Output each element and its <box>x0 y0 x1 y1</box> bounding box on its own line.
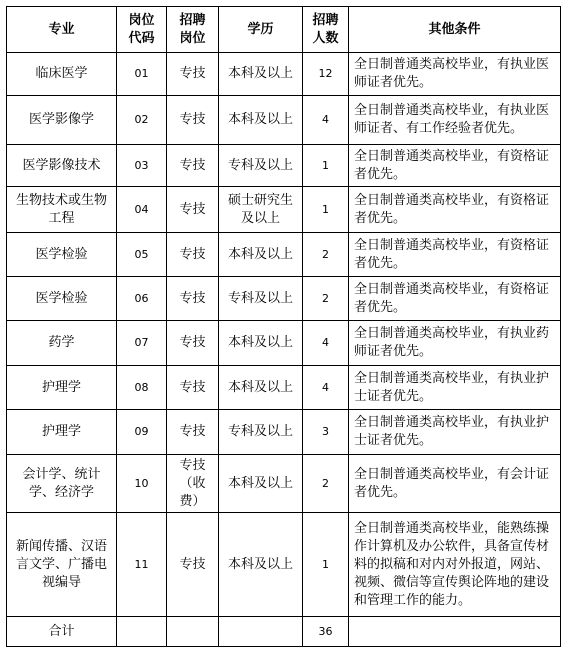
cell-major: 护理学 <box>7 410 117 455</box>
header-post-text: 招聘 岗位 <box>179 12 206 46</box>
total-row <box>7 617 561 647</box>
cell-count: 1 <box>303 187 349 233</box>
cell-post: 专技 <box>167 410 219 455</box>
header-conditions: 其他条件 <box>349 7 561 53</box>
cell-count: 2 <box>303 233 349 277</box>
cell-major: 药学 <box>7 321 117 366</box>
cell-code: 03 <box>117 145 167 187</box>
cell-major: 新闻传播、汉语言文学、广播电视编导 <box>7 513 117 617</box>
cell-education: 本科及以上 <box>219 233 303 277</box>
cell-conditions: 全日制普通类高校毕业，有执业医师证者、有工作经验者优先。 <box>349 96 561 145</box>
table-row <box>7 96 561 145</box>
cell-count: 3 <box>303 410 349 455</box>
header-post <box>167 7 219 53</box>
cell-education: 专科及以上 <box>219 145 303 187</box>
cell-conditions: 全日制普通类高校毕业，有资格证者优先。 <box>349 277 561 321</box>
cell-count: 4 <box>303 366 349 410</box>
cell-code: 08 <box>117 366 167 410</box>
cell-major: 医学影像技术 <box>7 145 117 187</box>
cell-conditions: 全日制普通类高校毕业，有资格证者优先。 <box>349 233 561 277</box>
cell-post: 专技 <box>167 321 219 366</box>
cell-conditions: 全日制普通类高校毕业，能熟练操作计算机及办公软件，具备宣传材料的拟稿和对内对外报道，网站、视频、微信等宣传舆论阵地的建设和管理工作的能力。 <box>349 513 561 617</box>
total-empty-conditions <box>349 617 561 647</box>
cell-major: 生物技术或生物工程 <box>7 187 117 233</box>
cell-conditions: 全日制普通类高校毕业，有执业医师证者优先。 <box>349 53 561 96</box>
table-row <box>7 513 561 617</box>
total-empty-post <box>167 617 219 647</box>
cell-education: 专科及以上 <box>219 410 303 455</box>
table-body <box>7 53 561 647</box>
cell-code: 06 <box>117 277 167 321</box>
cell-post: 专技 <box>167 277 219 321</box>
cell-count: 1 <box>303 513 349 617</box>
cell-code: 09 <box>117 410 167 455</box>
cell-education: 专科及以上 <box>219 277 303 321</box>
table-row <box>7 277 561 321</box>
table-row <box>7 53 561 96</box>
cell-code: 04 <box>117 187 167 233</box>
cell-major: 会计学、统计学、经济学 <box>7 455 117 513</box>
cell-education: 本科及以上 <box>219 366 303 410</box>
cell-post: 专技 <box>167 366 219 410</box>
cell-post: 专技 <box>167 187 219 233</box>
table-row <box>7 366 561 410</box>
table-row <box>7 455 561 513</box>
cell-education: 本科及以上 <box>219 53 303 96</box>
cell-education: 硕士研究生及以上 <box>219 187 303 233</box>
cell-post: 专技（收费） <box>167 455 219 513</box>
cell-count: 2 <box>303 455 349 513</box>
header-row <box>7 7 561 53</box>
total-count: 36 <box>303 617 349 647</box>
table-row <box>7 187 561 233</box>
cell-post: 专技 <box>167 145 219 187</box>
cell-conditions: 全日制普通类高校毕业，有会计证者优先。 <box>349 455 561 513</box>
cell-major: 医学检验 <box>7 233 117 277</box>
cell-conditions: 全日制普通类高校毕业，有执业护士证者优先。 <box>349 410 561 455</box>
cell-count: 1 <box>303 145 349 187</box>
cell-major: 医学影像学 <box>7 96 117 145</box>
cell-post: 专技 <box>167 233 219 277</box>
cell-code: 11 <box>117 513 167 617</box>
cell-conditions: 全日制普通类高校毕业，有资格证者优先。 <box>349 145 561 187</box>
cell-count: 12 <box>303 53 349 96</box>
table-row <box>7 145 561 187</box>
table-row <box>7 233 561 277</box>
total-label: 合计 <box>7 617 117 647</box>
cell-education: 本科及以上 <box>219 321 303 366</box>
cell-count: 2 <box>303 277 349 321</box>
cell-code: 02 <box>117 96 167 145</box>
cell-count: 4 <box>303 321 349 366</box>
total-empty-education <box>219 617 303 647</box>
cell-code: 07 <box>117 321 167 366</box>
cell-post: 专技 <box>167 96 219 145</box>
cell-education: 本科及以上 <box>219 513 303 617</box>
cell-code: 01 <box>117 53 167 96</box>
cell-conditions: 全日制普通类高校毕业，有执业护士证者优先。 <box>349 366 561 410</box>
cell-major: 护理学 <box>7 366 117 410</box>
cell-education: 本科及以上 <box>219 96 303 145</box>
header-count <box>303 7 349 53</box>
header-major: 专业 <box>7 7 117 53</box>
header-code <box>117 7 167 53</box>
total-empty-code <box>117 617 167 647</box>
cell-post: 专技 <box>167 513 219 617</box>
recruitment-table <box>6 6 561 647</box>
cell-education: 本科及以上 <box>219 455 303 513</box>
header-code-text: 岗位 代码 <box>128 12 155 46</box>
cell-count: 4 <box>303 96 349 145</box>
cell-code: 10 <box>117 455 167 513</box>
header-education: 学历 <box>219 7 303 53</box>
cell-major: 临床医学 <box>7 53 117 96</box>
cell-conditions: 全日制普通类高校毕业，有资格证者优先。 <box>349 187 561 233</box>
cell-post: 专技 <box>167 53 219 96</box>
header-count-text: 招聘 人数 <box>312 12 339 46</box>
cell-major: 医学检验 <box>7 277 117 321</box>
cell-conditions: 全日制普通类高校毕业，有执业药师证者优先。 <box>349 321 561 366</box>
table-row <box>7 321 561 366</box>
cell-code: 05 <box>117 233 167 277</box>
table-row <box>7 410 561 455</box>
